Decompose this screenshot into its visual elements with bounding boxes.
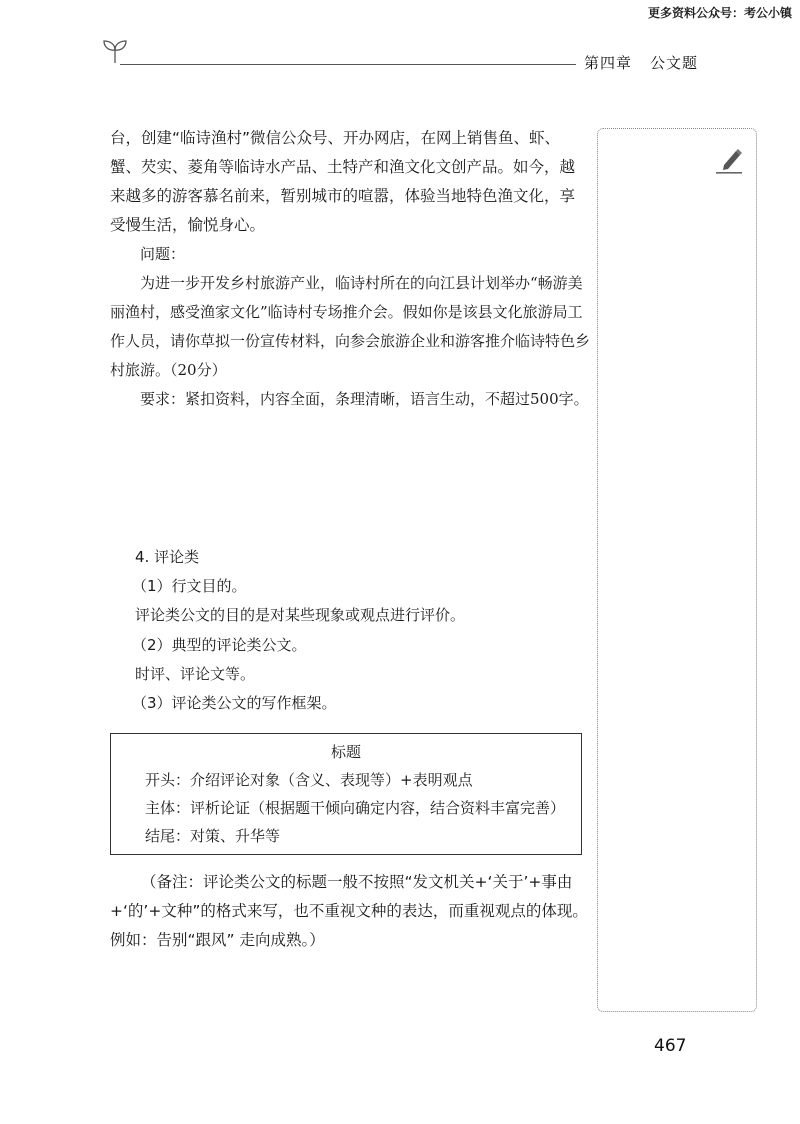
remark-note: （备注：评论类公文的标题一般不按照“发文机关+‘关于’+事由+‘的’+文种”的格式来写，也不重视文种的表达，而重视观点的体现。例如：告别“跟风” 走向成熟。） [110,873,588,949]
notes-panel [597,128,757,1012]
sprout-icon [102,38,128,64]
page-header [0,0,800,90]
page-number: 467 [654,1036,687,1056]
question-label: 问题： [140,245,186,263]
header-rule [120,64,576,65]
framework-box [110,733,582,855]
chapter-number: 第四章 [584,54,633,72]
section-title: 公文题 [650,54,699,72]
question-body: 为进一步开发乡村旅游产业，临诗村所在的向江县计划举办“畅游美丽渔村，感受渔家文化”临诗村专场推介会。假如你是该县文化旅游局工作人员，请你草拟一份宣传材料，向参会旅游企业和游客推介临诗特色乡村旅游。（20分） [110,274,591,379]
section-item: （3）评论类公文的写作框架。 [132,694,337,712]
section-item: 评论类公文的目的是对某些现象或观点进行评价。 [135,606,466,624]
section-item: （2）典型的评论类公文。 [132,636,307,654]
question-requirement: 要求：紧扣资料，内容全面，条理清晰，语言生动，不超过500字。 [140,390,589,408]
material-text [110,124,590,414]
framework-line: 开头：介绍评论对象（含义、表现等）+表明观点 [145,771,473,789]
framework-line: 结尾：对策、升华等 [145,827,281,845]
framework-title: 标题 [330,743,361,761]
chapter-title [584,52,698,73]
watermark-text: 更多资料公众号：考公小镇 [647,6,792,20]
material-paragraph: 台，创建“临诗渔村”微信公众号、开办网店，在网上销售鱼、虾、蟹、芡实、菱角等临诗水产品、土特产和渔文化文创产品。如今，越来越多的游客慕名前来，暂别城市的喧嚣，体验当地特色渔文化，享受慢生活，愉悦身心。 [110,129,576,234]
framework-line: 主体：评析论证（根据题干倾向确定内容，结合资料丰富完善） [145,799,566,817]
pencil-icon [716,145,744,175]
section-item: 时评、评论文等。 [135,665,256,683]
section-item: （1）行文目的。 [132,577,247,595]
section-heading: 4. 评论类 [135,548,200,566]
